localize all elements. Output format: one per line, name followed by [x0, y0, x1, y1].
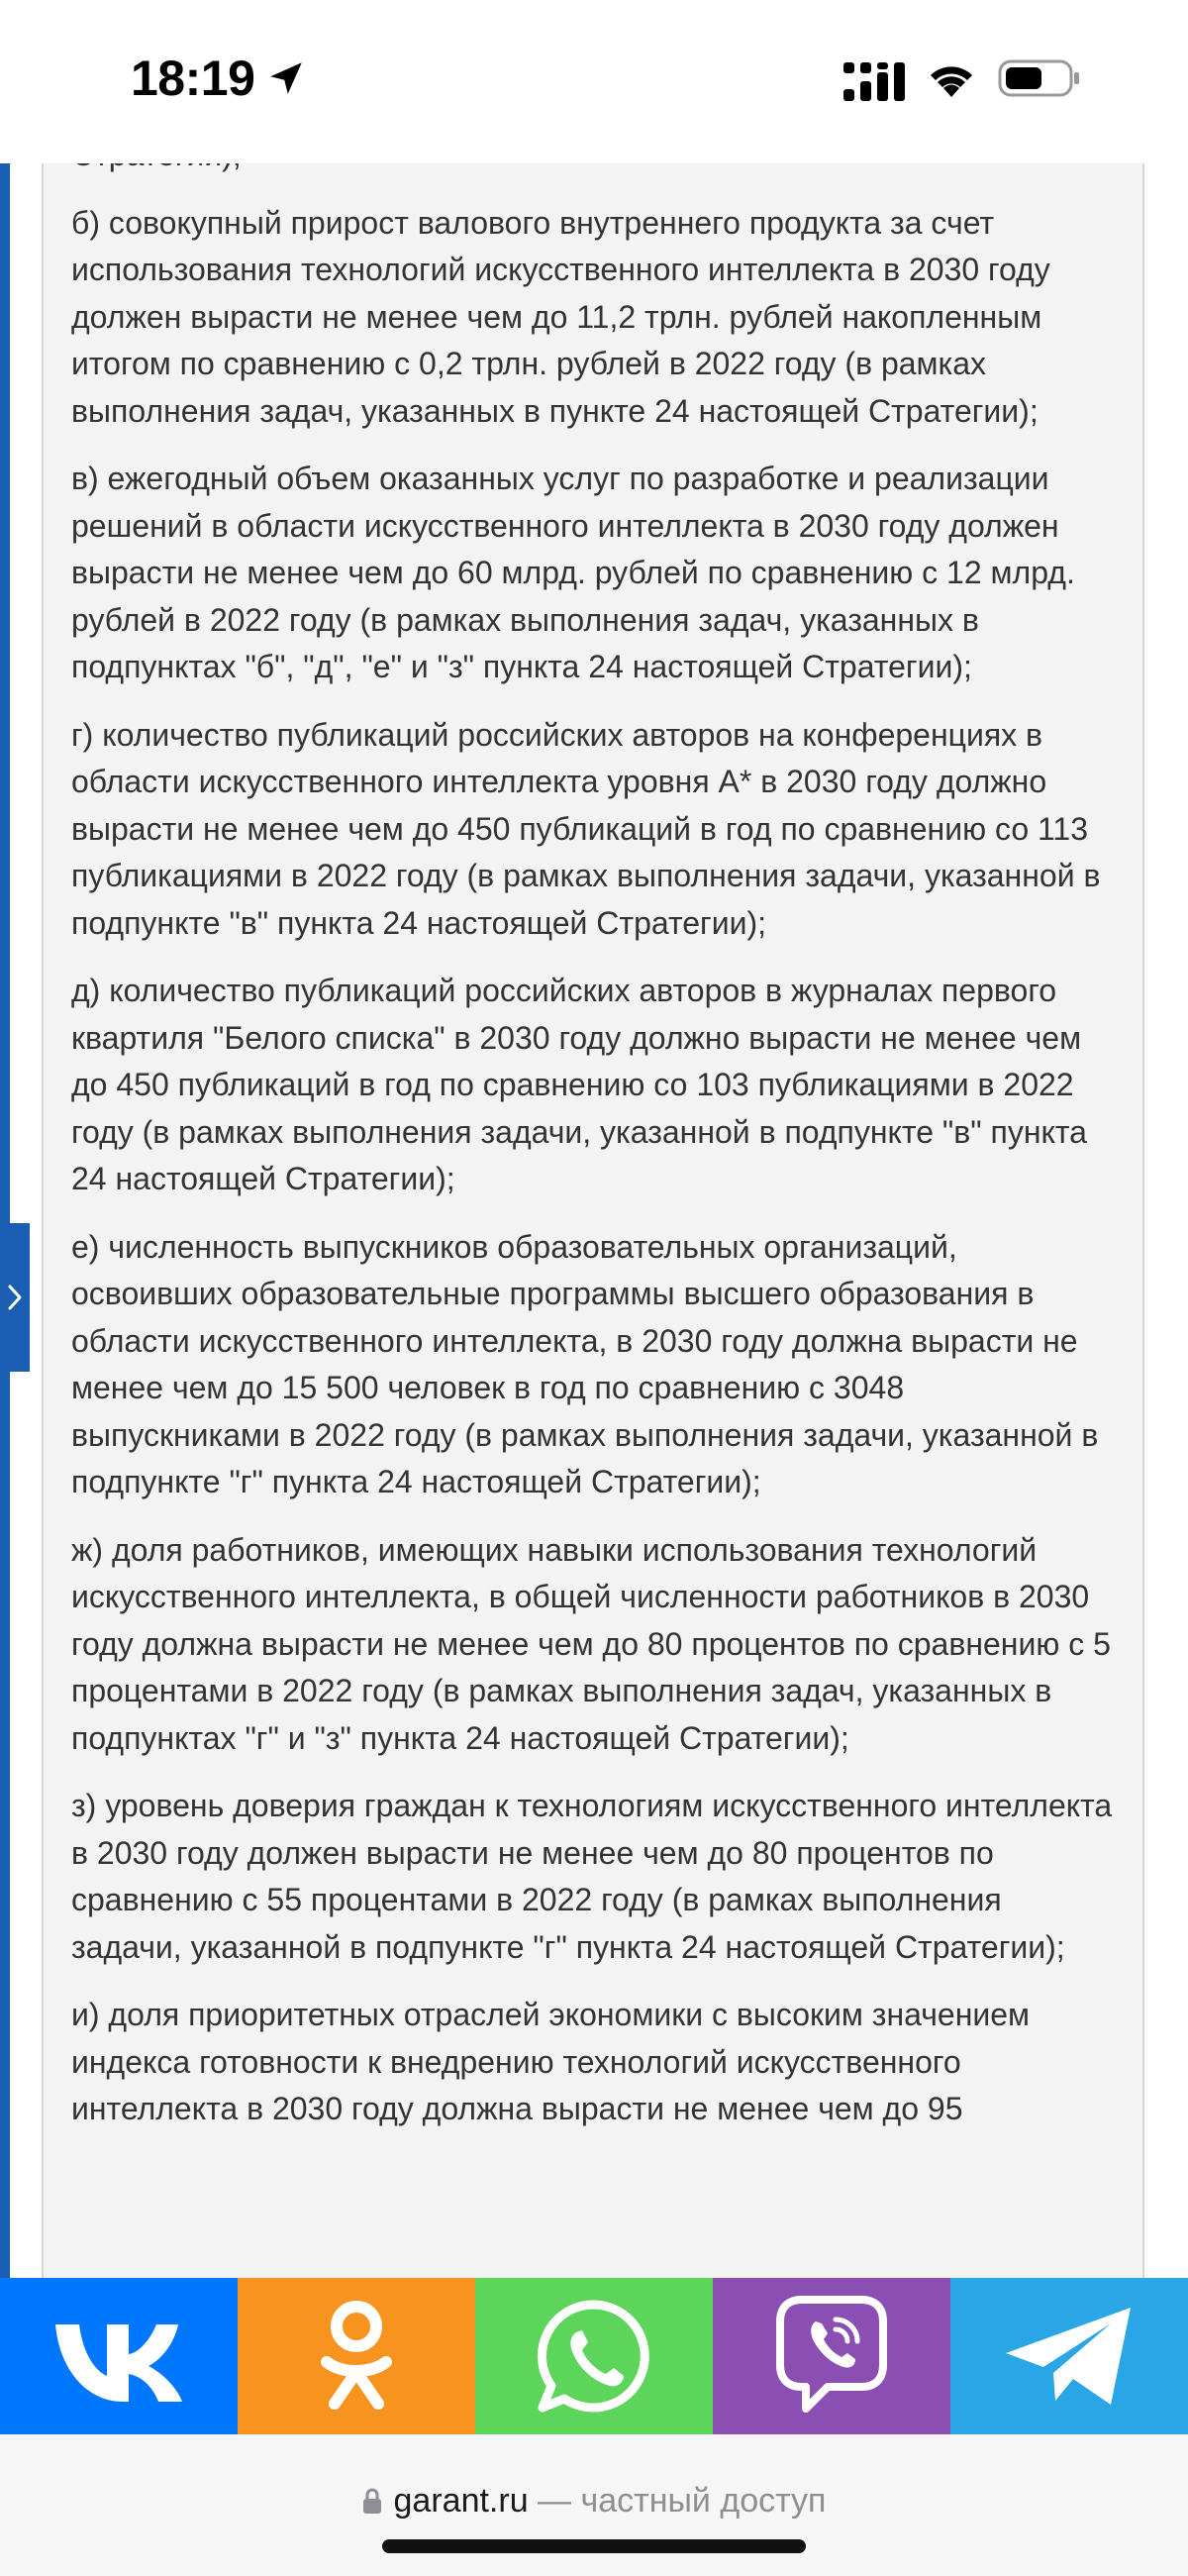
page-area[interactable] [0, 163, 1188, 2278]
wifi-icon [926, 57, 977, 99]
share-viber-button[interactable] [713, 2278, 950, 2434]
cellular-signal-icon [842, 59, 911, 103]
share-telegram-button[interactable] [950, 2278, 1188, 2434]
vk-icon [50, 2307, 188, 2406]
document-text [71, 132, 1121, 2154]
lock-icon [362, 2487, 382, 2515]
location-arrow-icon [265, 57, 307, 99]
home-indicator[interactable] [382, 2539, 806, 2553]
paragraph-zh: ж) доля работников, имеющих навыки использования технологий искусственного интеллекта, в общей численности работников в 2030 году должна вырасти не менее чем до 80 процентов по сравнению с 5 процентами в 2022 году (в рамках выполнения задач, указанных в подпунктах "г" и "з" пункта 24 настоящей Стратегии); [71, 1531, 1111, 1756]
odnoklassniki-icon [317, 2297, 396, 2416]
status-time: 18:19 [131, 51, 255, 106]
paragraph-g: г) количество публикаций российских авторов на конференциях в области искусственного интеллекта уровня А* в 2030 году должно вырасти не менее чем до 450 публикаций в год по сравнению со 113 публикациями в 2022 году (в рамках выполнения задачи, указанной в подпункте "в" пункта 24 настоящей Стратегии); [71, 716, 1101, 941]
viber-icon [772, 2292, 891, 2421]
address-suffix: — частный доступ [528, 2482, 827, 2520]
browser-address-bar[interactable] [0, 2434, 1188, 2576]
paragraph-e: е) численность выпускников образовательных организаций, освоивших образовательные программы высшего образования в области искусственного интеллекта, в 2030 году должна вырасти не менее чем до 15 500 человек в год по сравнению с 3048 выпускниками в 2022 году (в рамках выполнения задачи, указанной в подпункте "г" пункта 24 настоящей Стратегии); [71, 1228, 1099, 1499]
document-box [42, 163, 1144, 2278]
left-accent-bar [0, 163, 10, 2278]
battery-icon [998, 57, 1081, 99]
paragraph-v: в) ежегодный объем оказанных услуг по разработке и реализации решений в области искусственного интеллекта в 2030 году должен вырасти не менее чем до 60 млрд. рублей по сравнению с 12 млрд. рублей в 2022 году (в рамках выполнения задач, указанных в подпунктах "б", "д", "е" и "з" пункта 24 настоящей Стратегии); [71, 461, 1075, 684]
paragraph-d: д) количество публикаций российских авторов в журналах первого квартиля "Белого списка" в 2030 году должно вырасти не менее чем до 450 публикаций в год по сравнению со 103 публикациями в 2022 году (в рамках выполнения задачи, указанной в подпункте "в" пункта 24 настоящей Стратегии); [71, 973, 1087, 1196]
address-text[interactable] [0, 2482, 1188, 2521]
share-bar [0, 2278, 1188, 2434]
chevron-right-icon [6, 1283, 24, 1312]
telegram-icon [1000, 2302, 1138, 2411]
whatsapp-icon [535, 2297, 653, 2416]
share-odnoklassniki-button[interactable] [238, 2278, 475, 2434]
side-panel-toggle[interactable] [0, 1223, 30, 1372]
paragraph-z: з) уровень доверия граждан к технологиям искусственного интеллекта в 2030 году должен вырасти не менее чем до 80 процентов по сравнению с 55 процентами в 2022 году (в рамках выполнения задачи, указанной в подпункте "г" пункта 24 настоящей Стратегии); [71, 1788, 1113, 1965]
share-vk-button[interactable] [0, 2278, 238, 2434]
share-whatsapp-button[interactable] [475, 2278, 713, 2434]
paragraph-b: б) совокупный прирост валового внутреннего продукта за счет использования технологий искусственного интеллекта в 2030 году должен вырасти не менее чем до 11,2 трлн. рублей накопленным итогом по сравнению с 0,2 трлн. рублей в 2022 году (в рамках выполнения задач, указанных в пункте 24 настоящей Стратегии); [71, 204, 1050, 429]
paragraph-i: и) доля приоритетных отраслей экономики с высоким значением индекса готовности к внедрению технологий искусственного интеллекта в 2030 году должна вырасти не менее чем до 95 [71, 1997, 1031, 2126]
address-domain: garant.ru [393, 2482, 529, 2520]
status-bar [0, 0, 1188, 163]
